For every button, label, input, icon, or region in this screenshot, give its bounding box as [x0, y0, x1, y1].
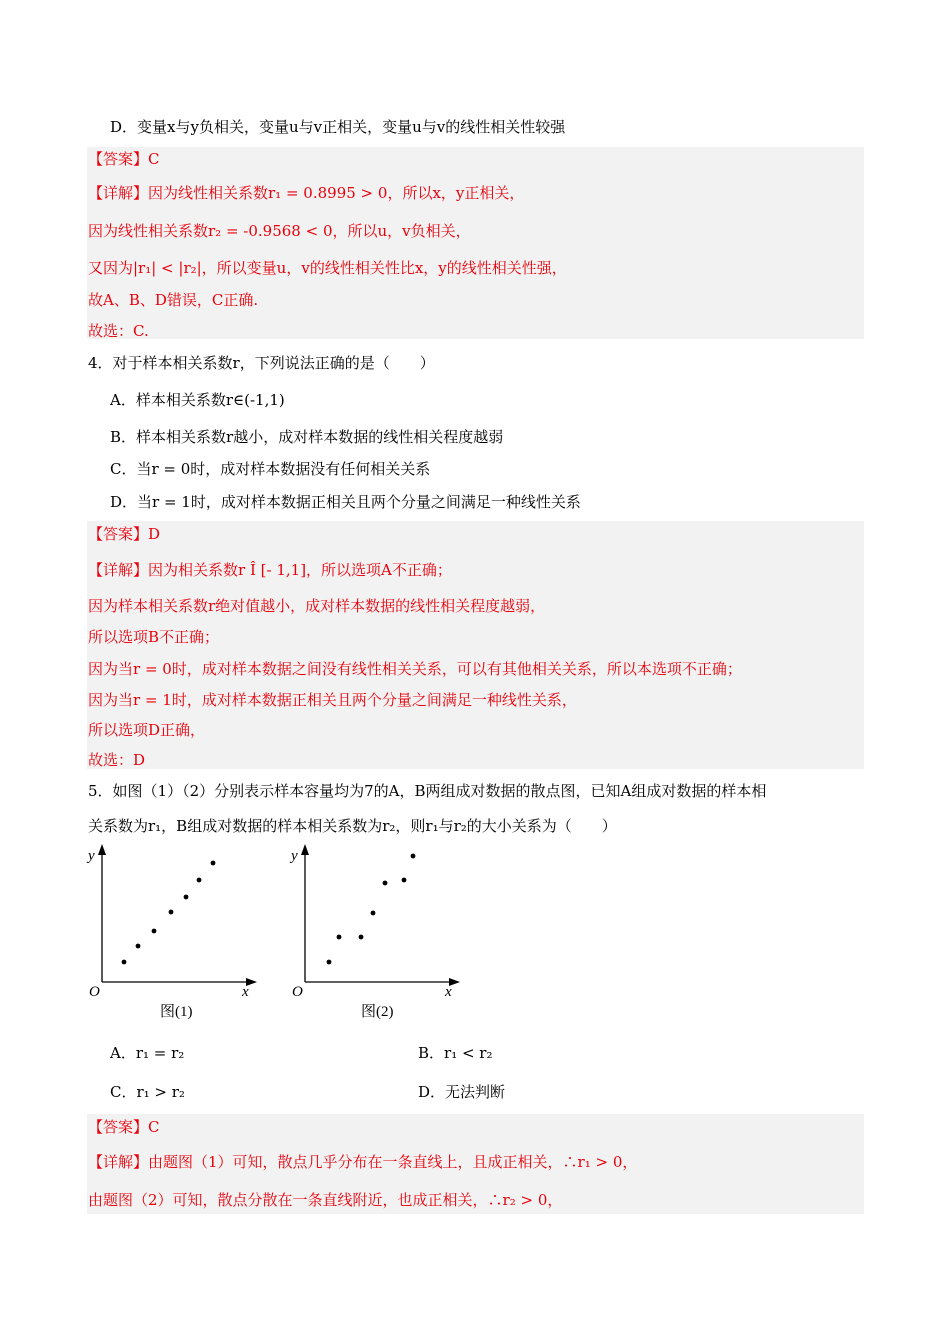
- q3-detail-line-1: [88, 182, 524, 204]
- q4-option-a: A．样本相关系数r∈(-1,1): [110, 391, 285, 409]
- figure-caption: 图(1): [160, 1004, 193, 1020]
- origin-label: O: [89, 984, 100, 1000]
- q5-detail-line-2: 由题图（2）可知，散点分散在一条直线附近，也成正相关，∴r₂ > 0，: [88, 1191, 563, 1209]
- answer-value: D: [148, 525, 161, 543]
- q4-detail-line-4: 因为当r = 0时，成对样本数据之间没有线性相关关系，可以有其他相关关系，所以本选项不正确；: [88, 660, 742, 678]
- q4-detail-line-3: 所以选项B不正确；: [88, 628, 220, 646]
- scatter-point: [402, 878, 407, 883]
- q4-answer: [88, 523, 160, 545]
- q5-stem-line-2: 关系数为r₁，B组成对数据的样本相关系数为r₂，则r₁与r₂的大小关系为（ ）: [88, 817, 617, 835]
- x-axis-label: x: [445, 984, 452, 1000]
- q5-option-a: A．r₁ = r₂: [110, 1044, 185, 1062]
- q4-detail-line-6: 所以选项D正确，: [88, 721, 206, 739]
- figure-caption: 图(2): [361, 1004, 394, 1020]
- y-axis-label: y: [291, 848, 298, 864]
- y-axis-arrow-icon: [98, 844, 106, 855]
- option-label: D．: [110, 118, 138, 136]
- detail-text: 由题图（1）可知，散点几乎分布在一条直线上，且成正相关，∴r₁ > 0，: [148, 1153, 638, 1171]
- y-axis-arrow-icon: [301, 844, 309, 855]
- answer-tag: 【答案】: [88, 150, 149, 168]
- scatter-point: [211, 861, 216, 866]
- detail-text: 因为线性相关系数r₁ = 0.8995 > 0，所以x，y正相关，: [148, 184, 525, 202]
- scatter-point: [152, 929, 157, 934]
- scatter-point: [184, 895, 189, 900]
- q4-option-d: D．当r = 1时，成对样本数据正相关且两个分量之间满足一种线性关系: [110, 493, 581, 511]
- q4-stem: 4．对于样本相关系数r，下列说法正确的是（ ）: [88, 354, 435, 372]
- answer-value: C: [148, 150, 160, 168]
- q5-option-b: B．r₁ < r₂: [418, 1044, 493, 1062]
- q4-option-b: B．样本相关系数r越小，成对样本数据的线性相关程度越弱: [110, 428, 504, 446]
- detail-tag: 【详解】: [88, 561, 149, 579]
- q5-detail-line-1: [88, 1151, 637, 1173]
- scatter-point: [383, 881, 388, 886]
- q3-detail-line-5: 故选：C.: [88, 322, 149, 340]
- scatter-point: [327, 960, 332, 965]
- scatter-point: [337, 935, 342, 940]
- y-axis-label: y: [88, 848, 95, 864]
- q5-answer: [88, 1116, 160, 1138]
- scatter-point: [169, 910, 174, 915]
- answer-value: C: [148, 1118, 160, 1136]
- q4-detail-line-5: 因为当r = 1时，成对样本数据正相关且两个分量之间满足一种线性关系，: [88, 691, 577, 709]
- q3-detail-line-3: 又因为|r₁| < |r₂|，所以变量u，v的线性相关性比x，y的线性相关性强，: [88, 259, 567, 277]
- scatter-point: [411, 854, 416, 859]
- x-axis-label: x: [242, 984, 249, 1000]
- option-text: 变量x与y负相关，变量u与v正相关，变量u与v的线性相关性较强: [137, 118, 566, 136]
- origin-label: O: [292, 984, 303, 1000]
- scatter-figure-2: [283, 840, 473, 1025]
- scatter-point: [197, 878, 202, 883]
- scatter-point: [122, 960, 127, 965]
- q3-option-d: [110, 116, 565, 138]
- q4-detail-line-2: 因为样本相关系数r绝对值越小，成对样本数据的线性相关程度越弱，: [88, 597, 546, 615]
- q5-stem-line-1: 5．如图（1）（2）分别表示样本容量均为7的A，B两组成对数据的散点图，已知A组成对数据的样本相: [88, 782, 767, 800]
- q3-answer: [88, 148, 160, 170]
- detail-text: 因为相关系数r Î [- 1,1]，所以选项A不正确；: [148, 561, 452, 579]
- detail-tag: 【详解】: [88, 184, 149, 202]
- scatter-point: [359, 935, 364, 940]
- scatter-point: [371, 911, 376, 916]
- detail-tag: 【详解】: [88, 1153, 149, 1171]
- answer-tag: 【答案】: [88, 1118, 149, 1136]
- q3-detail-line-4: 故A、B、D错误，C正确.: [88, 291, 259, 309]
- q4-option-c: C．当r = 0时，成对样本数据没有任何相关关系: [110, 460, 431, 478]
- answer-tag: 【答案】: [88, 525, 149, 543]
- q4-detail-line-1: [88, 559, 452, 581]
- q4-detail-line-7: 故选：D: [88, 751, 146, 769]
- q3-detail-line-2: 因为线性相关系数r₂ = -0.9568 < 0，所以u，v负相关，: [88, 222, 471, 240]
- scatter-figure-1: [80, 840, 270, 1025]
- q5-option-d: D．无法判断: [418, 1083, 506, 1101]
- scatter-point: [136, 944, 141, 949]
- q5-option-c: C．r₁ > r₂: [110, 1083, 185, 1101]
